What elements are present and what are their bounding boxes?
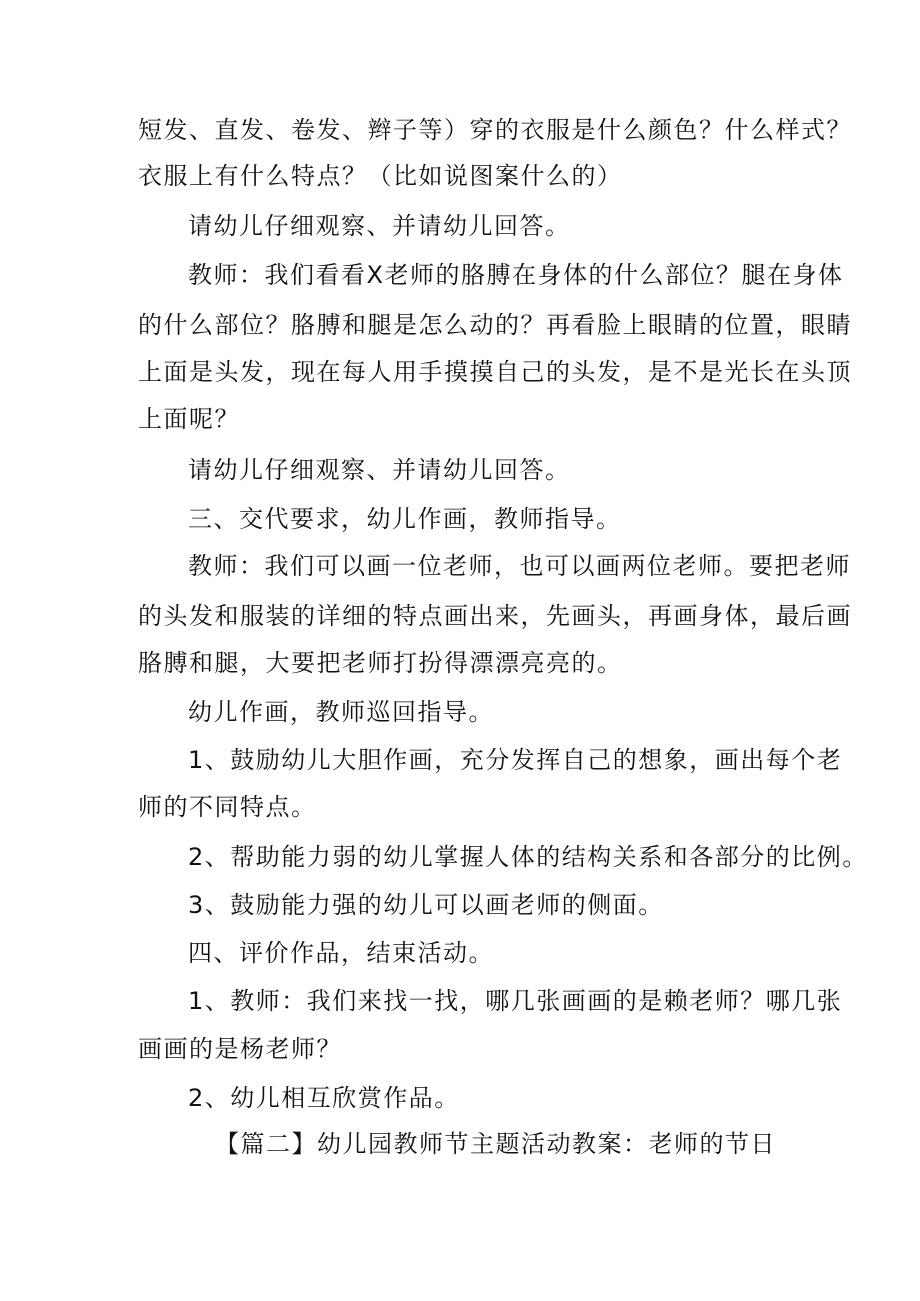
text-line: 师的不同特点。 [138,793,317,821]
list-item: 1、教师：我们来找一找，哪几张画画的是赖老师？哪几张 [188,987,843,1015]
text-line: 请幼儿仔细观察、并请幼儿回答。 [188,456,571,484]
text-line: 教师：我们可以画一位老师，也可以画两位老师。要把老师 [188,552,851,580]
text-line: 教师：我们看看X老师的胳膊在身体的什么部位？腿在身体 [188,261,844,289]
text-line: 短发、直发、卷发、辫子等）穿的衣服是什么颜色？什么样式？ [138,116,852,144]
list-item: 1、鼓励幼儿大胆作画，充分发挥自己的想象，画出每个老 [188,746,843,774]
article-title: 【篇二】幼儿园教师节主题活动教案：老师的节日 [215,1130,776,1158]
text-line: 幼儿作画，教师巡回指导。 [188,698,494,726]
text-line: 的什么部位？胳膊和腿是怎么动的？再看脸上眼睛的位置，眼睛 [138,311,852,339]
text-line: 衣服上有什么特点？（比如说图案什么的） [138,162,623,190]
text-line: 画画的是杨老师？ [138,1035,342,1063]
list-item: 2、帮助能力弱的幼儿掌握人体的结构关系和各部分的比例。 [188,843,868,871]
text-line: 上面呢？ [138,405,240,433]
list-item: 2、幼儿相互欣赏作品。 [188,1084,460,1112]
text-line: 上面是头发，现在每人用手摸摸自己的头发，是不是光长在头顶 [138,358,852,386]
section-heading: 三、交代要求，幼儿作画，教师指导。 [188,505,622,533]
text-line: 请幼儿仔细观察、并请幼儿回答。 [188,212,571,240]
section-heading: 四、评价作品，结束活动。 [188,939,494,967]
list-item: 3、鼓励能力强的幼儿可以画老师的侧面。 [188,891,664,919]
text-line: 的头发和服装的详细的特点画出来，先画头，再画身体，最后画 [138,602,852,630]
text-line: 胳膊和腿，大要把老师打扮得漂漂亮亮的。 [138,649,623,677]
